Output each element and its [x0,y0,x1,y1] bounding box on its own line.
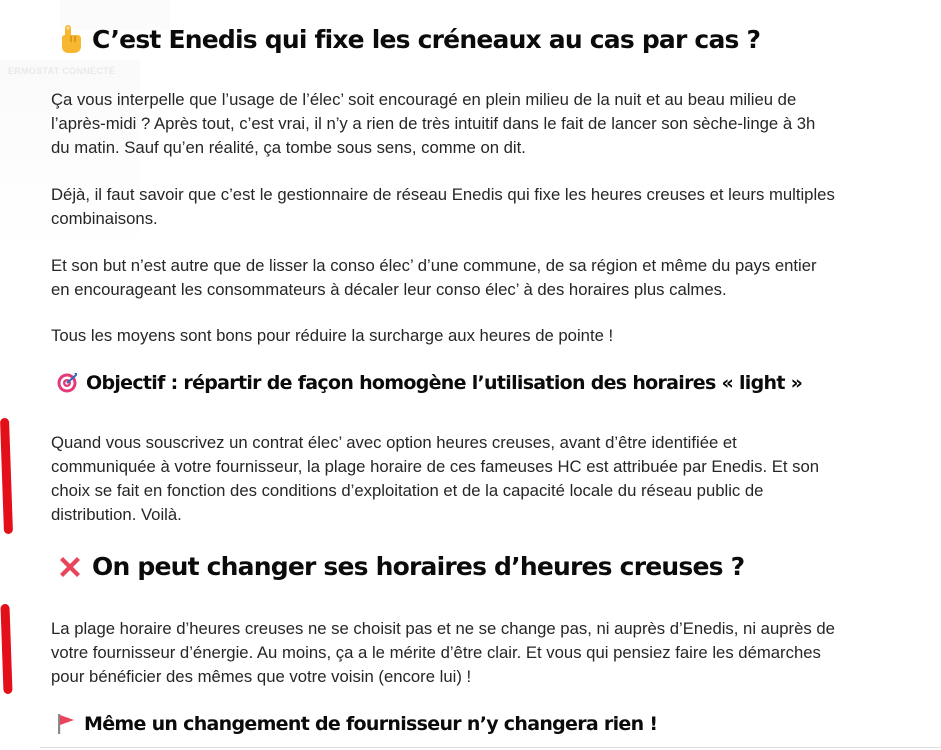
red-annotation-mark [0,604,12,694]
heading-enedis [58,24,760,54]
faded-background-label: ERMOSTAT CONNECTÉ [8,66,116,76]
paragraph-but: Et son but n’est autre que de lisser la conso élec’ d’une commune, de sa région et même du pays entier en encourageant les consommateurs à décaler leur conso élec’ à des horaires plus calmes. [51,256,817,299]
heading-objectif [56,372,802,394]
red-flag-icon [56,713,76,735]
heading-changer-text: On peut changer ses horaires d’heures creuses ? [92,552,745,581]
paragraph-moyens: Tous les moyens sont bons pour réduire la surcharge aux heures de pointe ! [51,326,614,345]
heading-enedis-text: C’est Enedis qui fixe les créneaux au cas par cas ? [92,24,761,54]
heading-fournisseur [56,713,657,735]
paragraph-souscription: Quand vous souscrivez un contrat élec’ avec option heures creuses, avant d’être identifiée et communiquée à votre fournisseur, la plage horaire de ces fameuses HC est attribuée par Enedis. Et son choix se fait en fonction des conditions d’exploitation et de la capacité locale du réseau public de distribution. Voilà. [51,433,820,524]
cross-mark-icon [56,553,84,581]
heading-changer [56,552,744,581]
target-icon [56,372,78,394]
heading-objectif-text: Objectif : répartir de façon homogène l’utilisation des horaires « light » [86,372,803,394]
red-annotation-mark [0,418,13,534]
divider [40,747,941,748]
paragraph-intro: Ça vous interpelle que l’usage de l’élec’ soit encouragé en plein milieu de la nuit et au beau milieu de l’après-midi ? Après tout, c’est vrai, il n’y a rien de très intuitif dans le fait de lancer son sèche-linge à 3h du matin. Sauf qu’en réalité, ça tombe sous sens, comme on dit. [51,90,816,157]
paragraph-gestionnaire: Déjà, il faut savoir que c’est le gestionnaire de réseau Enedis qui fixe les heures creuses et leurs multiples combinaisons. [51,185,835,228]
heading-fournisseur-text: Même un changement de fournisseur n’y changera rien ! [84,713,658,735]
pointing-up-hand-icon [58,24,84,54]
paragraph-plage-horaire: La plage horaire d’heures creuses ne se choisit pas et ne se change pas, ni auprès d’Enedis, ni auprès de votre fournisseur d’énergie. Au moins, ça a le mérite d’être clair. Et vous qui pensiez faire les démarches pour bénéficier des mêmes que votre voisin (encore lui) ! [51,619,835,686]
